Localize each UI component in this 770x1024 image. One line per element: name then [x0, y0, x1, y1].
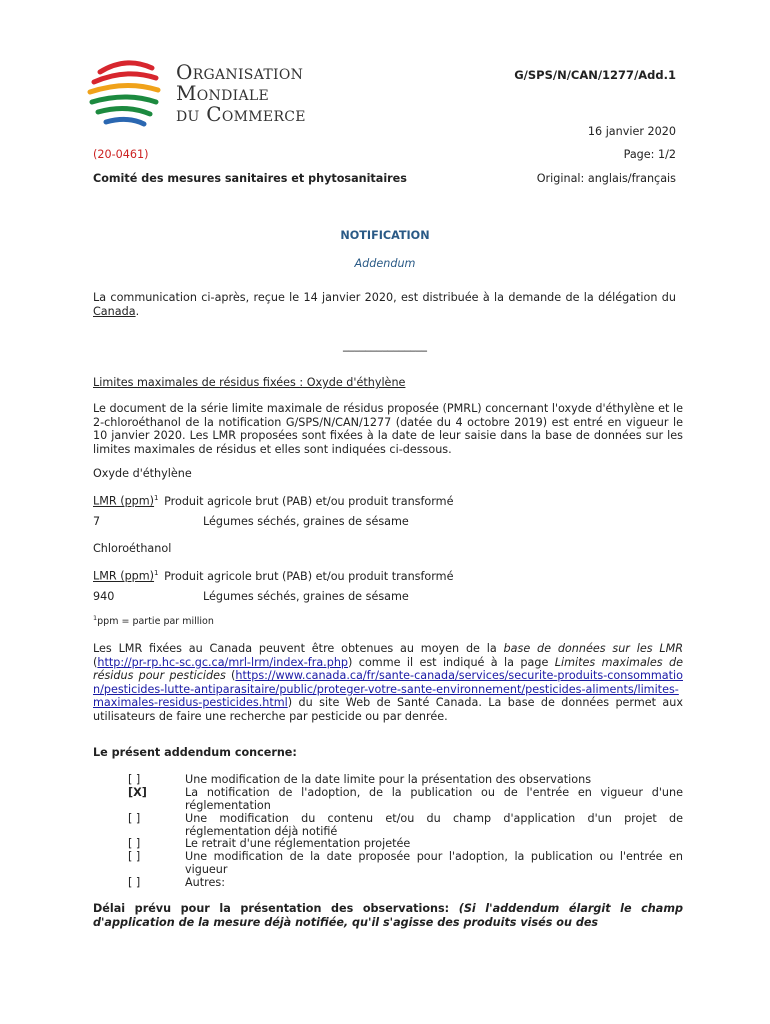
database-name: base de données sur les LMR — [503, 642, 684, 655]
footnote-text: ppm = partie par million — [97, 616, 214, 628]
document-symbol: G/SPS/N/CAN/1277/Add.1 — [514, 68, 676, 82]
wto-logo-text — [176, 62, 306, 125]
footnote-ref: 1 — [154, 569, 159, 577]
logo-line-3: du Commerce — [176, 102, 306, 126]
table2-product: Légumes séchés, graines de sésame — [203, 590, 409, 603]
lmr-header: LMR (ppm) — [93, 569, 155, 583]
wto-emblem-icon — [86, 58, 166, 128]
lmr-text-3: ) comme il est indiqué à la page — [348, 655, 555, 669]
checklist-label: Une modification de la date proposée pour l'adoption, la publication ou l'entrée en vigueur — [185, 850, 683, 876]
substance-2: Chloroéthanol — [93, 542, 172, 555]
table2-header — [93, 569, 453, 583]
document-date: 16 janvier 2020 — [587, 125, 676, 138]
lmr-text-5: ) du site Web de Santé Canada. La base de données permet aux utilisateurs de faire une recherche par pesticide ou par denrée. — [93, 696, 683, 723]
table2-value: 940 — [93, 590, 115, 603]
mrl-database-link[interactable]: http://pr-rp.hc-sc.gc.ca/mrl-lrm/index-fra.php — [97, 655, 349, 669]
footnote-number: 1 — [93, 614, 98, 622]
addendum-heading: Le présent addendum concerne: — [93, 746, 297, 759]
checkbox[interactable]: [ ] — [128, 837, 141, 850]
deadline-label: Délai prévu pour la présentation des observations: — [93, 902, 459, 915]
lmr-text-2: ( — [93, 655, 98, 669]
lmr-paragraph — [93, 642, 683, 723]
section-heading: Limites maximales de résidus fixées : Oxyde d'éthylène — [93, 376, 406, 389]
body-paragraph: Le document de la série limite maximale de résidus proposée (PMRL) concernant l'oxyde d'éthylène et le 2-chloroéthanol de la notification G/SPS/N/CAN/1277 (datée du 4 octobre 2019) est entré en vigueur le 10 janvier 2020. Les LMR proposées sont fixées à la date de leur saisie dans la base de données sur les limites maximales de résidus et elles sont indiquées ci-dessous. — [93, 402, 683, 456]
product-header: Produit agricole brut (PAB) et/ou produit transformé — [164, 569, 454, 583]
intro-paragraph — [93, 291, 676, 318]
lmr-text-4: ( — [225, 669, 236, 682]
checklist-label: Une modification du contenu et/ou du champ d'application d'un projet de réglementation déjà notifié — [185, 812, 683, 838]
product-header: Produit agricole brut (PAB) et/ou produit transformé — [164, 494, 454, 508]
deadline-paragraph — [93, 902, 683, 929]
deadline-note: (Si l'addendum élargit le champ d'application de la mesure déjà notifiée, qu'il s'agisse des produits visés ou des — [93, 902, 683, 929]
table1-header — [93, 494, 453, 508]
lmr-header: LMR (ppm) — [93, 494, 155, 508]
intro-country: Canada — [93, 304, 136, 318]
page-number: Page: 1/2 — [623, 148, 676, 161]
checkbox[interactable]: [ ] — [128, 773, 141, 786]
logo-line-1: Organisation — [176, 60, 304, 84]
committee-name: Comité des mesures sanitaires et phytosanitaires — [93, 172, 407, 185]
footnote-ref: 1 — [154, 494, 159, 502]
footnote — [93, 614, 214, 627]
health-canada-link[interactable]: https://www.canada.ca/fr/sante-canada/services/securite-produits-consommation/pesticides-lutte-antiparasitaire/public/proteger-votre-sante-environnement/pesticides-aliments/limites-maximales-residus-pesticides.html — [93, 669, 683, 709]
table1-value: 7 — [93, 515, 101, 528]
lmr-text-1: Les LMR fixées au Canada peuvent être obtenues au moyen de la — [93, 642, 504, 655]
checkbox[interactable]: [ ] — [128, 850, 141, 863]
page-name: Limites maximales de résidus pour pesticides — [93, 655, 683, 682]
checkbox[interactable]: [ ] — [128, 876, 141, 889]
intro-end: . — [135, 304, 140, 318]
checklist-label: Le retrait d'une réglementation projetée — [185, 837, 411, 850]
checklist-label: La notification de l'adoption, de la publication ou de l'entrée en vigueur d'une réglementation — [185, 786, 683, 812]
checkbox[interactable]: [ ] — [128, 812, 141, 825]
notification-title: NOTIFICATION — [340, 229, 430, 242]
original-language: Original: anglais/français — [536, 172, 676, 185]
separator: _______________ — [343, 339, 427, 352]
checkbox-checked[interactable]: [X] — [128, 786, 147, 799]
substance-1: Oxyde d'éthylène — [93, 467, 192, 480]
wto-logo — [86, 58, 166, 128]
reference-number: (20-0461) — [93, 148, 149, 161]
logo-line-2: Mondiale — [176, 81, 269, 105]
checklist-label: Une modification de la date limite pour la présentation des observations — [185, 773, 592, 786]
table1-product: Légumes séchés, graines de sésame — [203, 515, 409, 528]
intro-text: La communication ci-après, reçue le 14 janvier 2020, est distribuée à la demande de la délégation du — [93, 291, 676, 304]
addendum-subtitle: Addendum — [354, 257, 416, 270]
checklist-label: Autres: — [185, 876, 225, 889]
